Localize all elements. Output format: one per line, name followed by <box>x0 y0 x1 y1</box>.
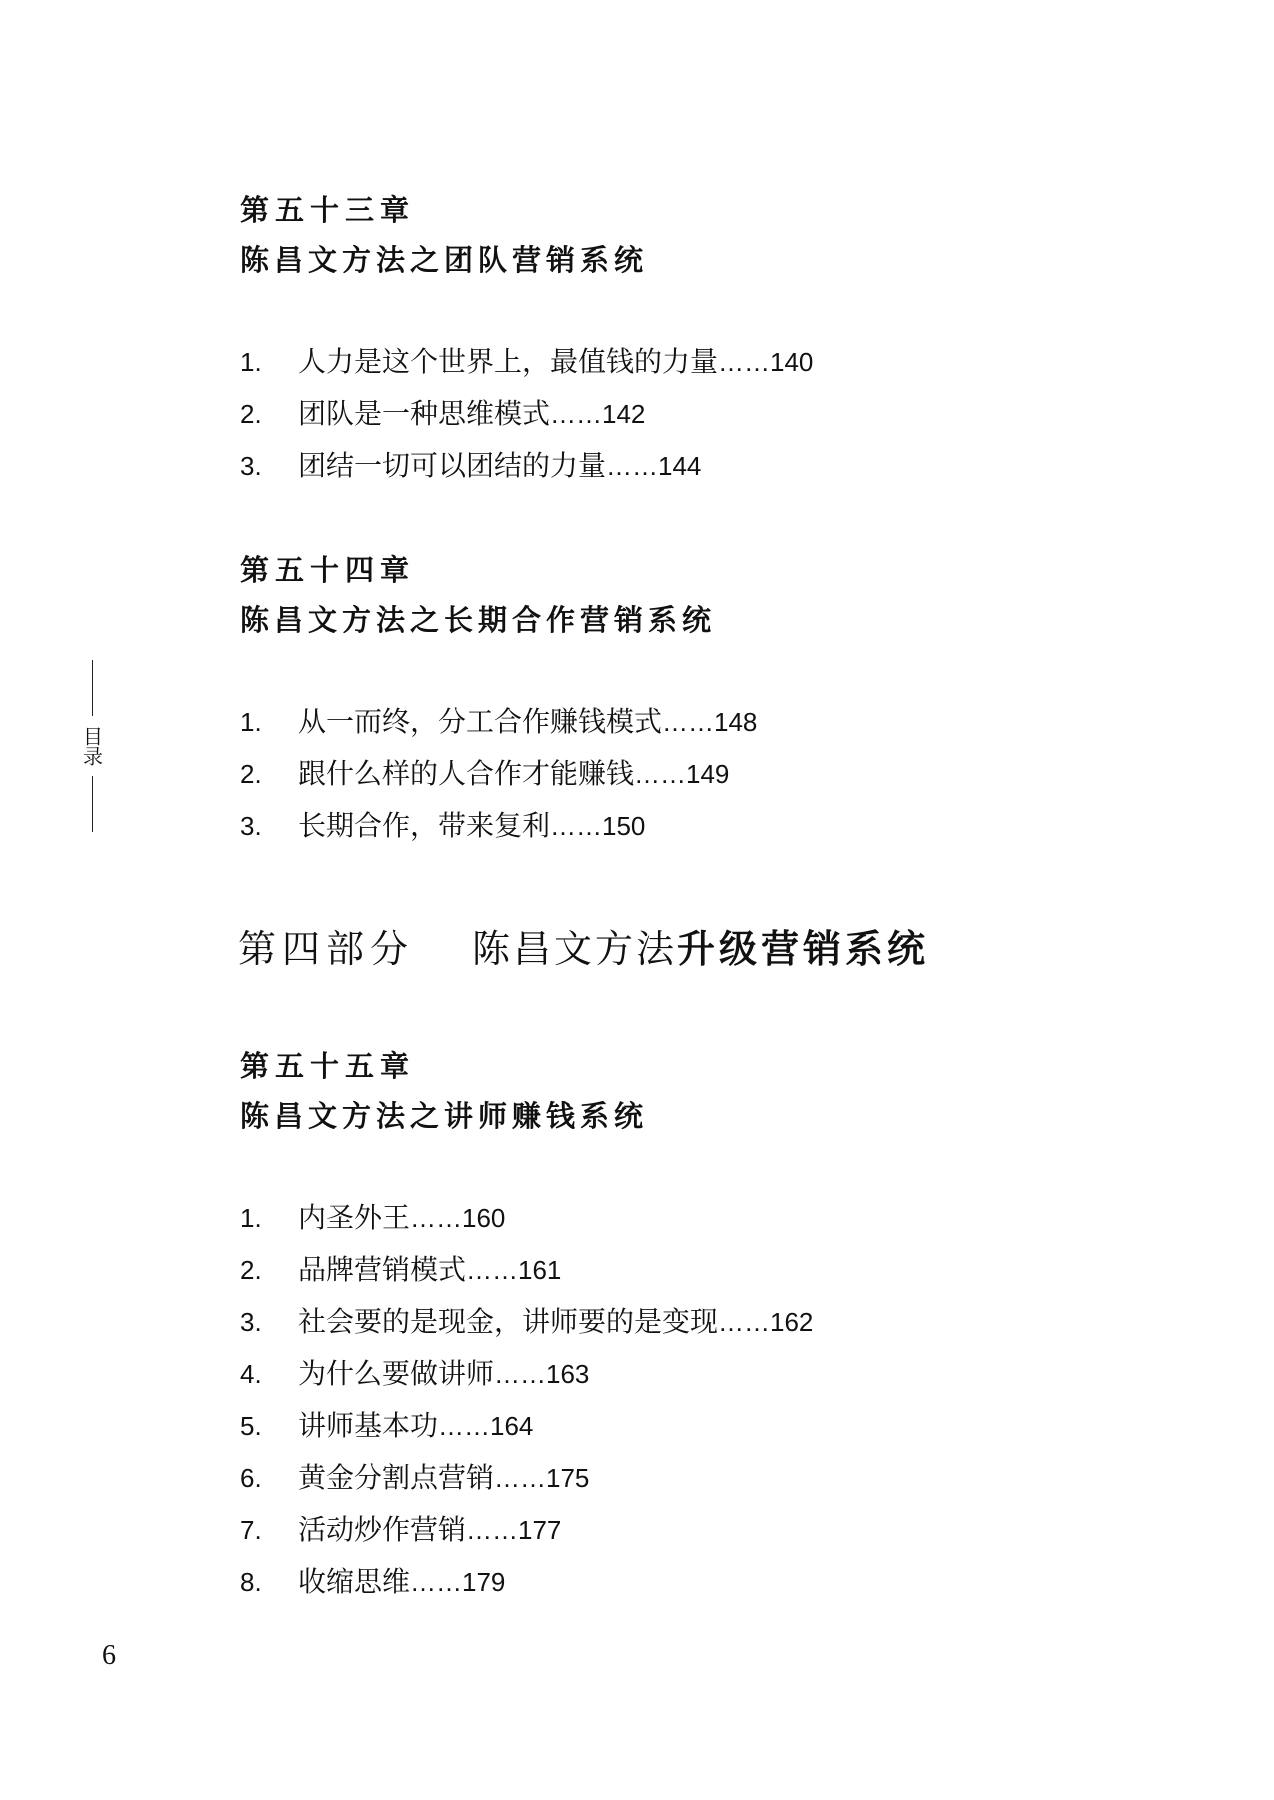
entry-text: 团队是一种思维模式 <box>298 397 551 430</box>
entry-text: 内圣外王 <box>298 1201 411 1234</box>
entry-number: 2. <box>240 399 262 429</box>
toc-entry <box>240 1296 813 1348</box>
chapter-title: 陈昌文方法之长期合作营销系统 <box>240 603 717 637</box>
side-label-text: 目录 <box>79 726 104 766</box>
part-title-bold: 升级营销系统 <box>677 926 930 971</box>
chapter-title: 陈昌文方法之讲师赚钱系统 <box>240 1099 649 1133</box>
toc-entry <box>240 800 757 852</box>
chapter-number: 第五十四章 <box>240 553 416 587</box>
part-heading <box>238 918 929 973</box>
chapter-item-list <box>240 1192 813 1608</box>
toc-entry <box>240 336 813 388</box>
entry-page: ……160 <box>410 1203 506 1233</box>
part-label: 第四部分 <box>238 927 415 971</box>
entry-page: ……161 <box>466 1255 562 1285</box>
entry-number: 1. <box>240 707 262 737</box>
entry-text: 社会要的是现金，讲师要的是变现 <box>298 1305 719 1338</box>
side-rule-bottom <box>92 776 93 832</box>
toc-entry <box>240 1556 813 1608</box>
toc-entry <box>240 388 813 440</box>
chapter-item-list <box>240 696 757 852</box>
entry-page: ……142 <box>550 399 646 429</box>
entry-number: 5. <box>240 1411 262 1441</box>
entry-text: 从一而终，分工合作赚钱模式 <box>298 705 663 738</box>
part-title <box>472 927 929 971</box>
entry-page: ……179 <box>410 1567 506 1597</box>
toc-entry <box>240 440 813 492</box>
chapter-54 <box>240 550 757 852</box>
entry-text: 跟什么样的人合作才能赚钱 <box>298 757 635 790</box>
chapter-53 <box>240 190 813 492</box>
entry-page: ……144 <box>606 451 702 481</box>
chapter-item-list <box>240 336 813 492</box>
entry-page: ……175 <box>494 1463 590 1493</box>
chapter-number: 第五十三章 <box>240 193 416 227</box>
entry-page: ……162 <box>718 1307 814 1337</box>
chapter-55 <box>240 1046 813 1608</box>
entry-number: 3. <box>240 451 262 481</box>
entry-number: 8. <box>240 1567 262 1597</box>
entry-number: 2. <box>240 759 262 789</box>
entry-number: 1. <box>240 1203 262 1233</box>
entry-number: 2. <box>240 1255 262 1285</box>
entry-text: 团结一切可以团结的力量 <box>298 449 607 482</box>
entry-page: ……140 <box>718 347 814 377</box>
toc-entry <box>240 748 757 800</box>
entry-page: ……177 <box>466 1515 562 1545</box>
page-number: 6 <box>102 1640 116 1671</box>
entry-page: ……149 <box>634 759 730 789</box>
toc-entry <box>240 1452 813 1504</box>
toc-entry <box>240 1400 813 1452</box>
entry-number: 6. <box>240 1463 262 1493</box>
toc-entry <box>240 1192 813 1244</box>
entry-text: 黄金分割点营销 <box>298 1461 495 1494</box>
entry-text: 讲师基本功 <box>298 1409 439 1442</box>
toc-entry <box>240 1348 813 1400</box>
chapter-title: 陈昌文方法之团队营销系统 <box>240 243 649 277</box>
entry-number: 3. <box>240 811 262 841</box>
entry-text: 人力是这个世界上，最值钱的力量 <box>298 345 719 378</box>
entry-text: 为什么要做讲师 <box>298 1357 495 1390</box>
part-title-plain: 陈昌文方法 <box>472 927 678 971</box>
entry-page: ……163 <box>494 1359 590 1389</box>
toc-entry <box>240 1504 813 1556</box>
side-rule-top <box>92 660 93 716</box>
entry-text: 收缩思维 <box>298 1565 411 1598</box>
chapter-number: 第五十五章 <box>240 1049 416 1083</box>
entry-text: 活动炒作营销 <box>298 1513 467 1546</box>
entry-page: ……148 <box>662 707 758 737</box>
entry-page: ……164 <box>438 1411 534 1441</box>
toc-entry <box>240 1244 813 1296</box>
entry-number: 7. <box>240 1515 262 1545</box>
entry-text: 长期合作，带来复利 <box>298 809 551 842</box>
entry-page: ……150 <box>550 811 646 841</box>
entry-number: 3. <box>240 1307 262 1337</box>
entry-number: 4. <box>240 1359 262 1389</box>
entry-text: 品牌营销模式 <box>298 1253 467 1286</box>
side-toc-label <box>70 660 114 832</box>
entry-number: 1. <box>240 347 262 377</box>
toc-entry <box>240 696 757 748</box>
